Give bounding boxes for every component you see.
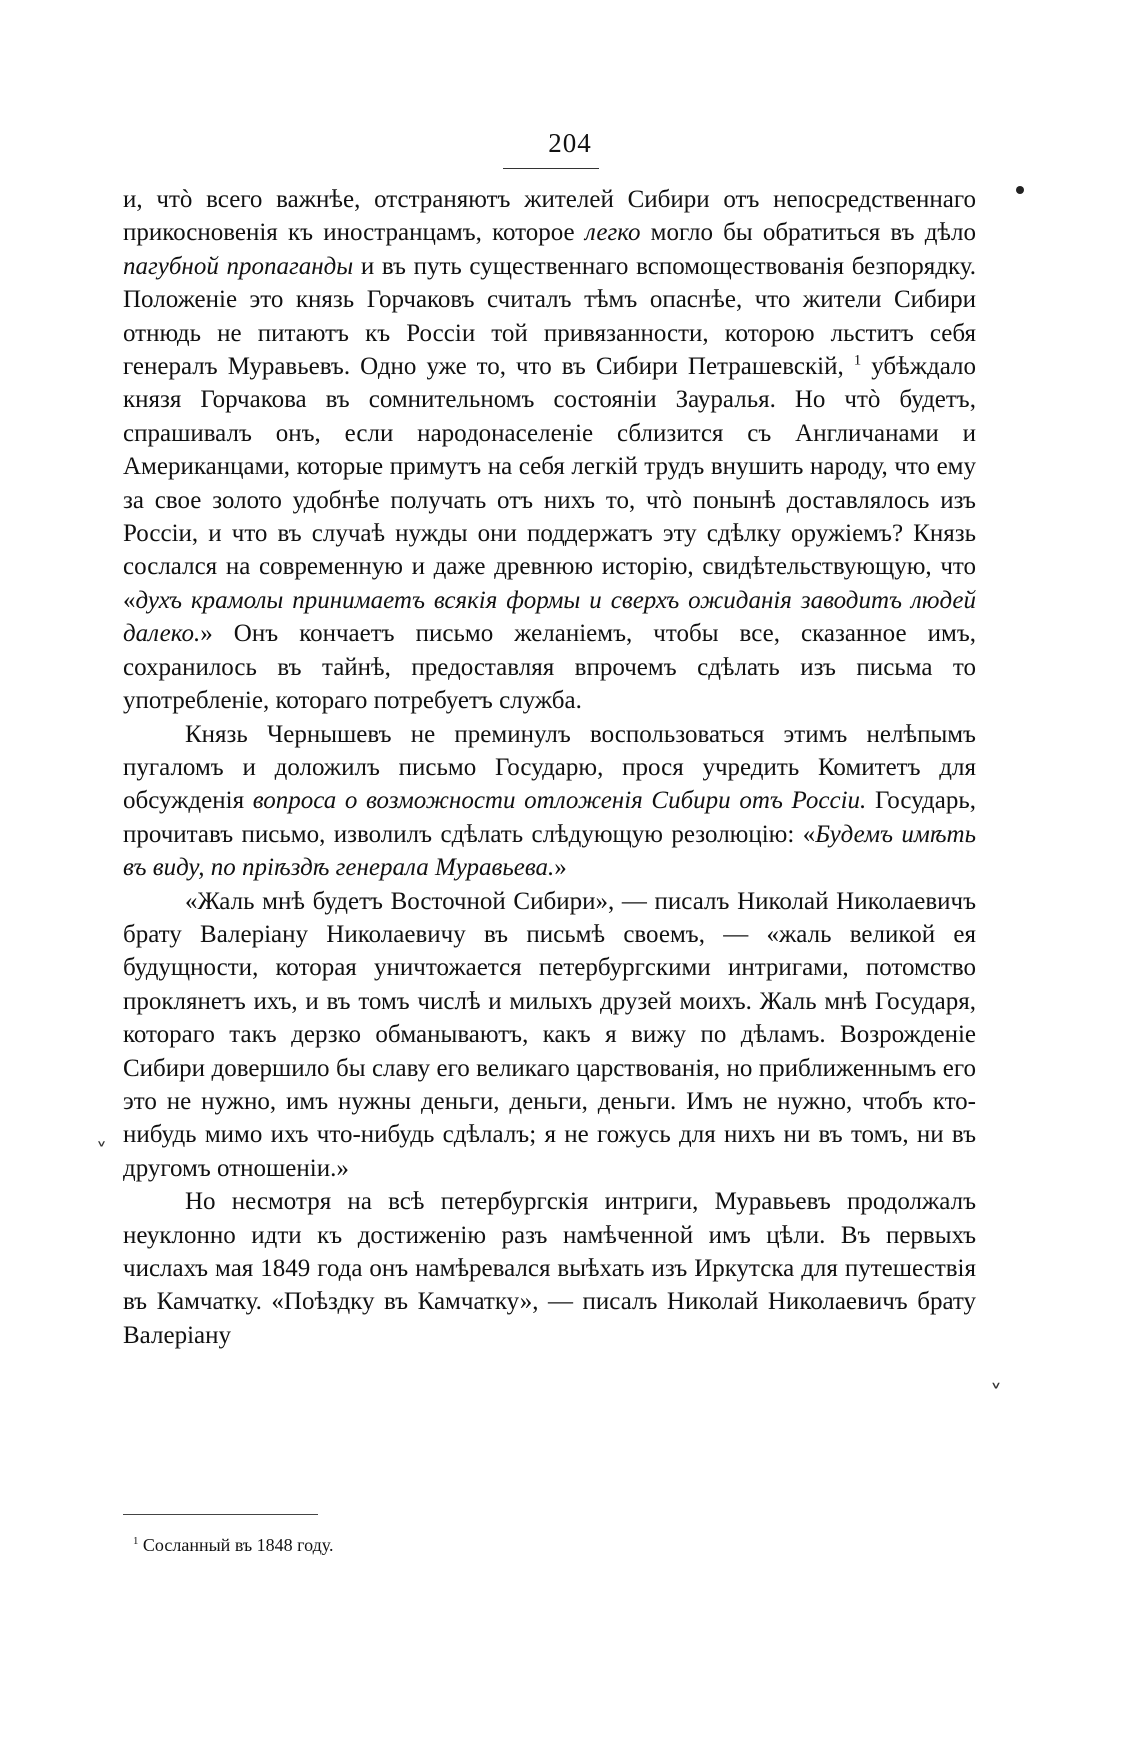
paragraph-text: » Онъ кончаетъ письмо желаніемъ, чтобы все, сказанное имъ, сохранилось въ тайнѣ, предоставляя впрочемъ сдѣлать изъ письма то употребленіе, котораго потребуетъ служба. — [123, 620, 976, 715]
page-number-rule — [503, 168, 599, 169]
italic-text: вопроса о возможности отложенія Сибири отъ Россіи. — [252, 787, 867, 815]
footnote-rule — [123, 1514, 318, 1515]
footnote-reference: 1 — [853, 352, 862, 369]
paragraph-text: и, чтò всего важнѣе, отстраняютъ жителей Сибири отъ непосредственнаго прикосновенія къ иностранцамъ, которое — [123, 186, 976, 247]
margin-dot-mark — [1016, 186, 1024, 194]
paragraph-text: «Жаль мнѣ будетъ Восточной Сибири», — писалъ Николай Николаевичъ брату Валеріану Николаевичу въ письмѣ своемъ, — «жаль великой ея будущности, которая уничтожается петербургскими интригами, потомство проклянетъ ихъ, и въ томъ числѣ и милыхъ друзей моихъ. Жаль мнѣ Государя, котораго такъ дерзко обманываютъ, какъ я вижу по дѣламъ. Возрожденіе Сибири довершило бы славу его великаго царствованія, но приближеннымъ его это не нужно, имъ нужны деньги, деньги, деньги. Имъ не нужно, чтобъ кто-нибудь мимо ихъ что-нибудь сдѣлалъ; я не гожусь для нихъ ни въ томъ, ни въ другомъ отношеніи.» — [123, 887, 976, 1182]
paragraph-text: Государь, прочитавъ письмо, изволилъ сдѣлать слѣдующую резолюцію: « — [123, 787, 976, 848]
paragraph — [123, 718, 976, 885]
paragraph-text: могло бы обратиться въ дѣло — [640, 219, 976, 247]
italic-text: пагубной пропаганды — [123, 252, 354, 280]
paragraph-text: Но несмотря на всѣ петербургскія интриги, Муравьевъ продолжалъ неуклонно идти къ достиженію разъ намѣченной имъ цѣли. Въ первыхъ числахъ мая 1849 года онъ намѣревался выѣхать изъ Иркутска для путешествія въ Камчатку. «Поѣздку въ Камчатку», — писалъ Николай Николаевичъ брату Валеріану — [123, 1188, 976, 1349]
paragraph-text: Князь Чернышевъ не преминулъ воспользоваться этимъ нелѣпымъ пугаломъ и доложилъ письмо Государю, прося учредить Комитетъ для обсужденія — [123, 720, 976, 815]
footnote-marker: 1 — [133, 1535, 139, 1547]
footnote-text: Сосланный въ 1848 году. — [142, 1535, 334, 1555]
paragraph — [123, 885, 976, 1186]
paragraph — [123, 183, 976, 718]
paragraph-text: убѣждало князя Горчакова въ сомнительномъ состояніи Зауралья. Но чтò будетъ, спрашивалъ онъ, если народонаселеніе сблизится съ Англичанами и Американцами, которые примутъ на себя легкій трудъ внушить народу, что ему за свое золото удобнѣе получать отъ нихъ то, чтò понынѣ доставлялось изъ Россіи, и что въ случаѣ нужды они поддержатъ эту сдѣлку оружіемъ? Князь сослался на современную и даже древнюю исторію, свидѣтельствующую, что « — [123, 353, 976, 614]
margin-check-mark-right: ˅ — [990, 1380, 1002, 1408]
paragraph-text: » — [554, 854, 567, 882]
paragraph — [123, 1185, 976, 1352]
page-number: 204 — [548, 128, 592, 158]
margin-check-mark-left: ˅ — [96, 1140, 107, 1165]
body-text — [123, 183, 976, 1352]
footnote — [133, 1534, 333, 1556]
italic-text: Будемъ имѣть въ виду, по пріѣздѣ генерала Муравьева. — [123, 820, 976, 882]
italic-text: духъ крамолы принимаетъ всякія формы и сверхъ ожиданія заводитъ людей далеко. — [123, 586, 976, 648]
italic-text: легко — [584, 219, 641, 247]
paragraph-text: и въ путь существеннаго вспомоществованія безпорядку. Положеніе это князь Горчаковъ считалъ тѣмъ опаснѣе, что жители Сибири отнюдь не питаютъ къ Россіи той привязанности, которою льститъ себя генералъ Муравьевъ. Одно уже то, что въ Сибири Петрашевскій, — [123, 252, 976, 381]
